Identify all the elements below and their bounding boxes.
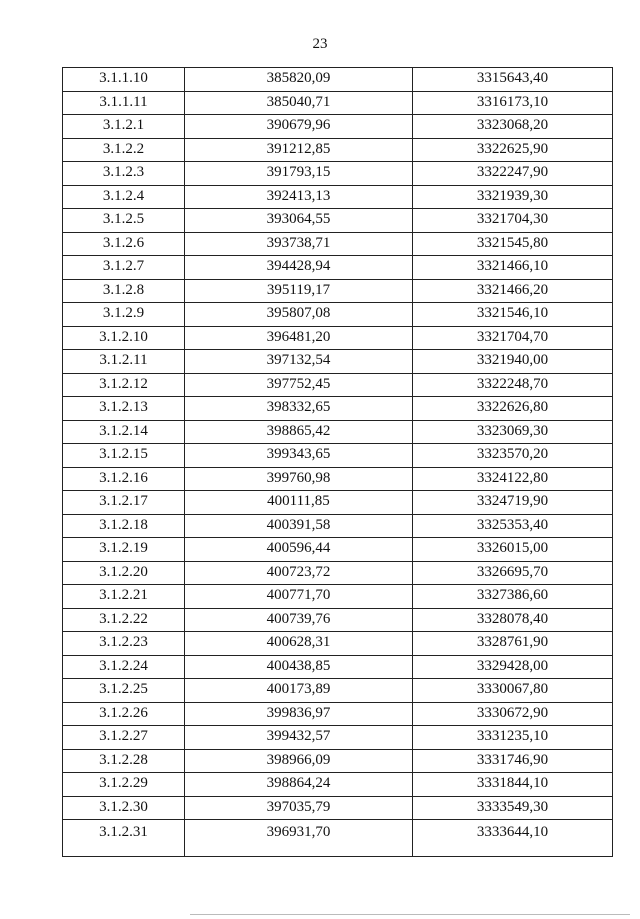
point-id-cell: 3.1.2.13 — [63, 397, 185, 421]
table-row — [63, 444, 613, 468]
x-coordinate-cell: 400438,85 — [185, 655, 413, 679]
y-coordinate-cell: 3322247,90 — [413, 162, 613, 186]
table-row — [63, 702, 613, 726]
table-row — [63, 232, 613, 256]
point-id-cell: 3.1.2.16 — [63, 467, 185, 491]
x-coordinate-cell: 398966,09 — [185, 749, 413, 773]
y-coordinate-cell: 3322248,70 — [413, 373, 613, 397]
y-coordinate-cell: 3328078,40 — [413, 608, 613, 632]
point-id-cell: 3.1.2.23 — [63, 632, 185, 656]
y-coordinate-cell: 3331746,90 — [413, 749, 613, 773]
table-row — [63, 397, 613, 421]
y-coordinate-cell: 3316173,10 — [413, 91, 613, 115]
y-coordinate-cell: 3321704,70 — [413, 326, 613, 350]
table-row — [63, 185, 613, 209]
table-row — [63, 514, 613, 538]
y-coordinate-cell: 3321466,20 — [413, 279, 613, 303]
point-id-cell: 3.1.1.11 — [63, 91, 185, 115]
x-coordinate-cell: 398864,24 — [185, 773, 413, 797]
y-coordinate-cell: 3324122,80 — [413, 467, 613, 491]
coordinates-table-body — [63, 68, 613, 857]
point-id-cell: 3.1.2.6 — [63, 232, 185, 256]
x-coordinate-cell: 391212,85 — [185, 138, 413, 162]
point-id-cell: 3.1.2.10 — [63, 326, 185, 350]
point-id-cell: 3.1.2.31 — [63, 820, 185, 857]
y-coordinate-cell: 3321704,30 — [413, 209, 613, 233]
table-row — [63, 726, 613, 750]
table-row — [63, 632, 613, 656]
x-coordinate-cell: 400596,44 — [185, 538, 413, 562]
y-coordinate-cell: 3328761,90 — [413, 632, 613, 656]
y-coordinate-cell: 3325353,40 — [413, 514, 613, 538]
table-row — [63, 585, 613, 609]
x-coordinate-cell: 400391,58 — [185, 514, 413, 538]
point-id-cell: 3.1.2.21 — [63, 585, 185, 609]
point-id-cell: 3.1.2.29 — [63, 773, 185, 797]
y-coordinate-cell: 3323570,20 — [413, 444, 613, 468]
table-row — [63, 326, 613, 350]
table-row — [63, 538, 613, 562]
x-coordinate-cell: 399432,57 — [185, 726, 413, 750]
y-coordinate-cell: 3331844,10 — [413, 773, 613, 797]
y-coordinate-cell: 3321545,80 — [413, 232, 613, 256]
x-coordinate-cell: 399760,98 — [185, 467, 413, 491]
x-coordinate-cell: 400723,72 — [185, 561, 413, 585]
point-id-cell: 3.1.2.18 — [63, 514, 185, 538]
x-coordinate-cell: 391793,15 — [185, 162, 413, 186]
x-coordinate-cell: 397132,54 — [185, 350, 413, 374]
y-coordinate-cell: 3331235,10 — [413, 726, 613, 750]
x-coordinate-cell: 397752,45 — [185, 373, 413, 397]
y-coordinate-cell: 3333644,10 — [413, 820, 613, 857]
point-id-cell: 3.1.1.10 — [63, 68, 185, 92]
point-id-cell: 3.1.2.25 — [63, 679, 185, 703]
table-row — [63, 256, 613, 280]
x-coordinate-cell: 398332,65 — [185, 397, 413, 421]
x-coordinate-cell: 395119,17 — [185, 279, 413, 303]
point-id-cell: 3.1.2.28 — [63, 749, 185, 773]
table-row — [63, 820, 613, 857]
y-coordinate-cell: 3329428,00 — [413, 655, 613, 679]
y-coordinate-cell: 3321940,00 — [413, 350, 613, 374]
y-coordinate-cell: 3327386,60 — [413, 585, 613, 609]
point-id-cell: 3.1.2.26 — [63, 702, 185, 726]
x-coordinate-cell: 400111,85 — [185, 491, 413, 515]
page-number: 23 — [312, 36, 328, 52]
point-id-cell: 3.1.2.15 — [63, 444, 185, 468]
point-id-cell: 3.1.2.17 — [63, 491, 185, 515]
y-coordinate-cell: 3321546,10 — [413, 303, 613, 327]
point-id-cell: 3.1.2.27 — [63, 726, 185, 750]
table-row — [63, 138, 613, 162]
table-row — [63, 420, 613, 444]
x-coordinate-cell: 400628,31 — [185, 632, 413, 656]
x-coordinate-cell: 396481,20 — [185, 326, 413, 350]
point-id-cell: 3.1.2.8 — [63, 279, 185, 303]
table-row — [63, 91, 613, 115]
x-coordinate-cell: 400173,89 — [185, 679, 413, 703]
y-coordinate-cell: 3330672,90 — [413, 702, 613, 726]
point-id-cell: 3.1.2.1 — [63, 115, 185, 139]
point-id-cell: 3.1.2.30 — [63, 796, 185, 820]
table-row — [63, 467, 613, 491]
table-row — [63, 773, 613, 797]
y-coordinate-cell: 3326695,70 — [413, 561, 613, 585]
x-coordinate-cell: 397035,79 — [185, 796, 413, 820]
table-row — [63, 749, 613, 773]
table-row — [63, 303, 613, 327]
x-coordinate-cell: 400739,76 — [185, 608, 413, 632]
point-id-cell: 3.1.2.14 — [63, 420, 185, 444]
table-row — [63, 561, 613, 585]
point-id-cell: 3.1.2.3 — [63, 162, 185, 186]
y-coordinate-cell: 3324719,90 — [413, 491, 613, 515]
y-coordinate-cell: 3322625,90 — [413, 138, 613, 162]
point-id-cell: 3.1.2.9 — [63, 303, 185, 327]
table-row — [63, 68, 613, 92]
point-id-cell: 3.1.2.24 — [63, 655, 185, 679]
point-id-cell: 3.1.2.19 — [63, 538, 185, 562]
y-coordinate-cell: 3315643,40 — [413, 68, 613, 92]
table-row — [63, 373, 613, 397]
y-coordinate-cell: 3333549,30 — [413, 796, 613, 820]
x-coordinate-cell: 396931,70 — [185, 820, 413, 857]
x-coordinate-cell: 385820,09 — [185, 68, 413, 92]
table-row — [63, 655, 613, 679]
table-row — [63, 679, 613, 703]
table-row — [63, 350, 613, 374]
x-coordinate-cell: 385040,71 — [185, 91, 413, 115]
point-id-cell: 3.1.2.22 — [63, 608, 185, 632]
table-row — [63, 162, 613, 186]
y-coordinate-cell: 3330067,80 — [413, 679, 613, 703]
point-id-cell: 3.1.2.2 — [63, 138, 185, 162]
point-id-cell: 3.1.2.5 — [63, 209, 185, 233]
x-coordinate-cell: 400771,70 — [185, 585, 413, 609]
table-row — [63, 209, 613, 233]
table-row — [63, 608, 613, 632]
coordinates-table — [62, 67, 613, 857]
table-row — [63, 796, 613, 820]
y-coordinate-cell: 3326015,00 — [413, 538, 613, 562]
x-coordinate-cell: 399836,97 — [185, 702, 413, 726]
y-coordinate-cell: 3323069,30 — [413, 420, 613, 444]
x-coordinate-cell: 393738,71 — [185, 232, 413, 256]
x-coordinate-cell: 398865,42 — [185, 420, 413, 444]
x-coordinate-cell: 394428,94 — [185, 256, 413, 280]
point-id-cell: 3.1.2.4 — [63, 185, 185, 209]
point-id-cell: 3.1.2.20 — [63, 561, 185, 585]
x-coordinate-cell: 392413,13 — [185, 185, 413, 209]
y-coordinate-cell: 3321939,30 — [413, 185, 613, 209]
point-id-cell: 3.1.2.11 — [63, 350, 185, 374]
point-id-cell: 3.1.2.7 — [63, 256, 185, 280]
x-coordinate-cell: 395807,08 — [185, 303, 413, 327]
y-coordinate-cell: 3321466,10 — [413, 256, 613, 280]
scan-edge-line — [190, 914, 630, 915]
point-id-cell: 3.1.2.12 — [63, 373, 185, 397]
x-coordinate-cell: 393064,55 — [185, 209, 413, 233]
table-row — [63, 115, 613, 139]
table-row — [63, 491, 613, 515]
x-coordinate-cell: 390679,96 — [185, 115, 413, 139]
table-row — [63, 279, 613, 303]
y-coordinate-cell: 3322626,80 — [413, 397, 613, 421]
y-coordinate-cell: 3323068,20 — [413, 115, 613, 139]
x-coordinate-cell: 399343,65 — [185, 444, 413, 468]
